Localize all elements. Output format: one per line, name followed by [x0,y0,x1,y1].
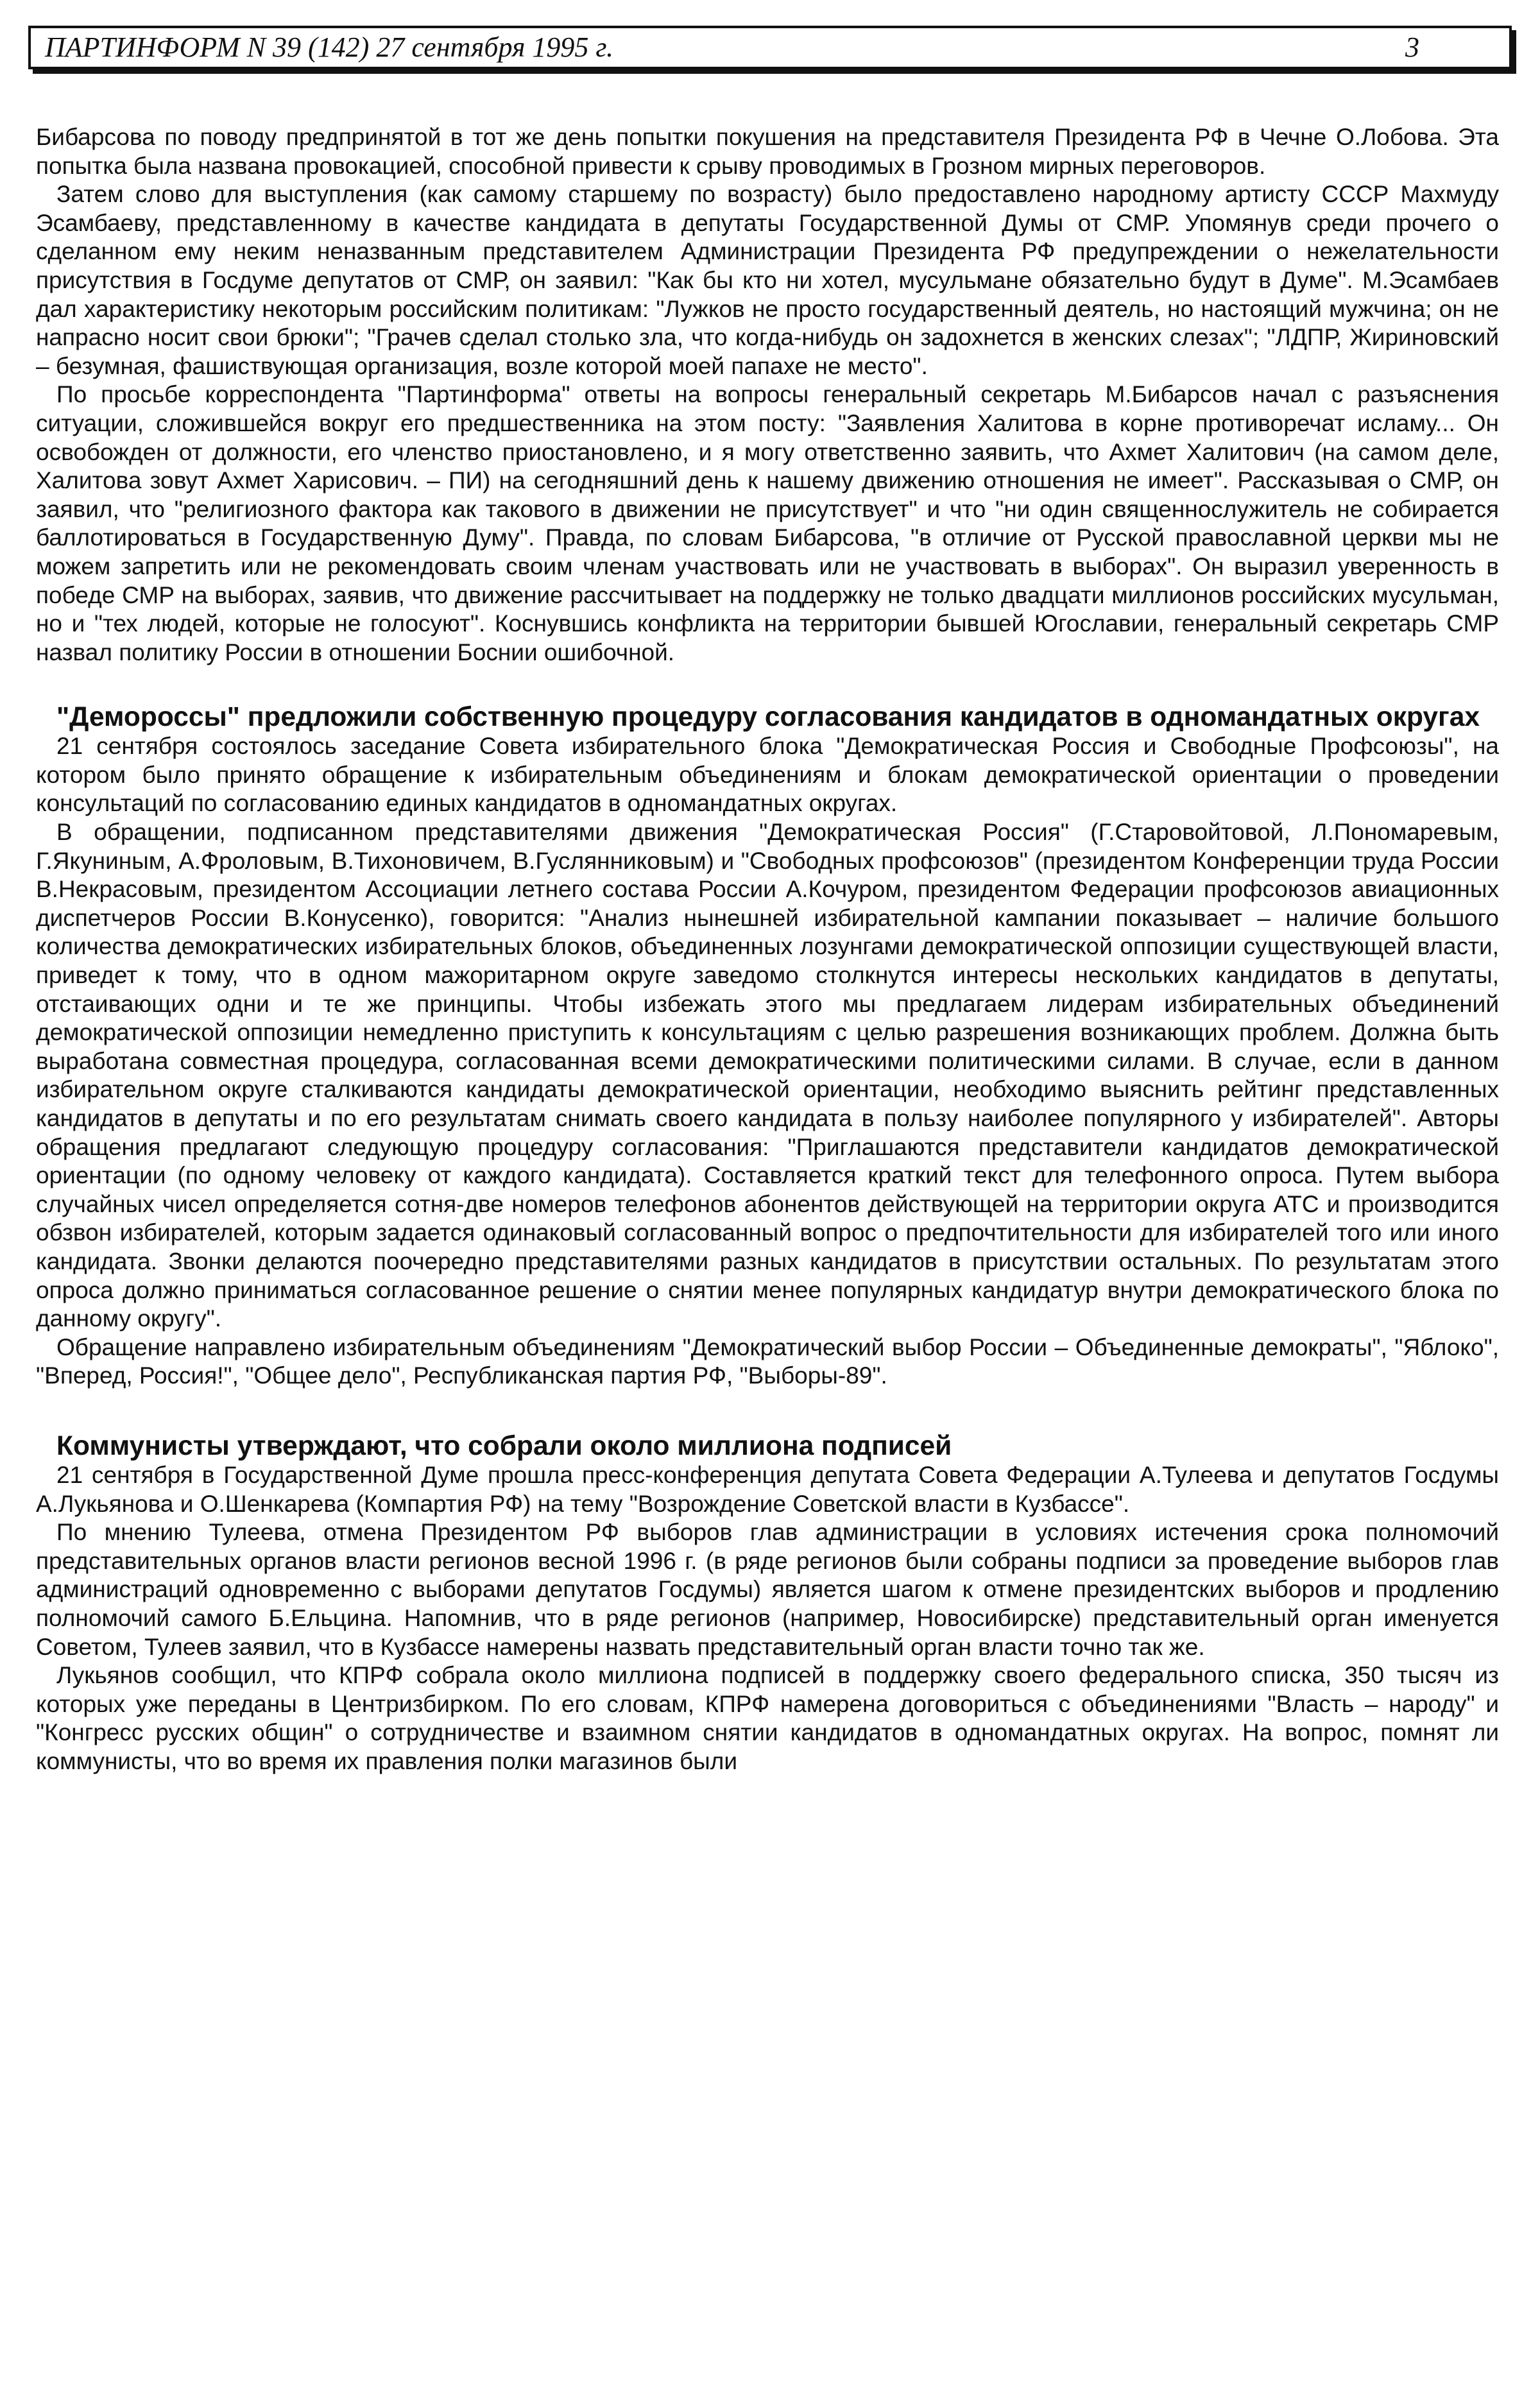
paragraph: 21 сентября состоялось заседание Совета избирательного блока "Демократическая Россия и Свободные Профсоюзы", на котором было принято обращение к избирательным объединениям и блокам демократической ориентации о проведении консультаций по согласованию единых кандидатов в одномандатных округах. [36,733,1499,817]
paragraph: Обращение направлено избирательным объединениям "Демократический выбор России – Объединенные демократы", "Яблоко", "Вперед, Россия!", "Общее дело", Республиканская партия РФ, "Выборы-89". [36,1333,1499,1389]
paragraph: По мнению Тулеева, отмена Президентом РФ выборов глав администрации в условиях истечения срока полномочий представительных органов власти регионов весной 1996 г. (в ряде регионов были собраны подписи за проведение выборов глав администраций одновременно с выборами депутатов Госдумы) является шагом к отмене президентских выборов и продлению полномочий самого Б.Ельцина. Напомнив, что в ряде регионов (например, Новосибирске) представительный орган именуется Советом, Тулеев заявил, что в Кузбассе намерены назвать представительный орган власти точно так же. [36,1519,1499,1660]
article-body [36,123,1499,1776]
paragraph: Затем слово для выступления (как самому старшему по возрасту) было предоставлено народному артисту СССР Махмуду Эсамбаеву, представленному в качестве кандидата в депутаты Государственной Думы от СМР. Упомянув среди прочего о сделанном ему неким неназванным представителем Администрации Президента РФ предупреждении о нежелательности присутствия в Госдуме депутатов от СМР, он заявил: "Как бы кто ни хотел, мусульмане обязательно будут в Думе". М.Эсамбаев дал характеристику некоторым российским политикам: "Лужков не просто государственный деятель, но настоящий мужчина; он не напрасно носит свои брюки"; "Грачев сделал столько зла, что когда-нибудь он задохнется в женских слезах"; "ЛДПР, Жириновский – безумная, фашиствующая организация, возле которой моей папахе не место". [36,181,1499,379]
paragraph: В обращении, подписанном представителями движения "Демократическая Россия" (Г.Старовойтовой, Л.Пономаревым, Г.Якуниным, А.Фроловым, В.Тихоновичем, В.Гуслянниковым) и "Свободных профсоюзов" (президентом Конференции труда России В.Некрасовым, президентом Ассоциации летнего состава России А.Кочуром, президентом Федерации профсоюзов авиационных диспетчеров России В.Конусенко), говорится: "Анализ нынешней избирательной кампании показывает – наличие большого количества демократических избирательных блоков, объединенных лозунгами демократической оппозиции существующей власти, приведет к тому, что в одном мажоритарном округе заведомо столкнутся интересы нескольких кандидатов в депутаты, отстаивающих одни и те же принципы. Чтобы избежать этого мы предлагаем лидерам избирательных объединений демократической оппозиции немедленно приступить к консультациям с целью разрешения возникающих проблем. Должна быть выработана совместная процедура, согласованная всеми демократическими политическими силами. В случае, если в данном избирательном округе сталкиваются кандидаты демократической ориентации, необходимо выяснить рейтинг представленных кандидатов в депутаты и по его результатам снимать своего кандидата в пользу наиболее популярного у избирателей". Авторы обращения предлагают следующую процедуру согласования: "Приглашаются представители кандидатов демократической ориентации (по одному человеку от каждого кандидата). Составляется краткий текст для телефонного опроса. Путем выбора случайных чисел определяется сотня-две номеров телефонов абонентов действующей на территории округа АТС и производится обзвон избирателей, которым задается одинаковый согласованный вопрос о предпочтительности для избирателей того или иного кандидата. Звонки делаются поочередно представителями разных кандидатов в присутствии остальных. По результатам этого опроса должно приниматься согласованное решение о снятии менее популярных кандидатур внутри демократического блока по данному округу". [36,819,1499,1332]
page-number: 3 [1405,31,1419,63]
publication-title: ПАРТИНФОРМ N 39 (142) 27 сентября 1995 г. [45,31,613,63]
section-heading: Коммунисты утверждают, что собрали около миллиона подписей [56,1430,952,1461]
section-heading: "Демороссы" предложили собственную процедуру согласования кандидатов в одномандатных округах [56,702,1480,733]
paragraph: 21 сентября в Государственной Думе прошла пресс-конференция депутата Совета Федерации А.Тулеева и депутатов Госдумы А.Лукьянова и О.Шенкарева (Компартия РФ) на тему "Возрождение Советской власти в Кузбассе". [36,1461,1499,1517]
paragraph: По просьбе корреспондента "Партинформа" ответы на вопросы генеральный секретарь М.Бибарсов начал с разъяснения ситуации, сложившейся вокруг его предшественника на этом посту: "Заявления Халитова в корне противоречат исламу... Он освобожден от должности, его членство приостановлено, и я могу ответственно заявить, что Ахмет Халитович (на самом деле, Халитова зовут Ахмет Харисович. – ПИ) на сегодняшний день к нашему движению отношения не имеет". Рассказывая о СМР, он заявил, что "религиозного фактора как такового в движении не присутствует" и что "ни один священнослужитель не собирается баллотироваться в Государственную Думу". Правда, по словам Бибарсова, "в отличие от Русской православной церкви мы не можем запретить или не рекомендовать своим членам участвовать или не участвовать в выборах". Он выразил уверенность в победе СМР на выборах, заявив, что движение рассчитывает на поддержку не только двадцати миллионов российских мусульман, но и "тех людей, которые не голосуют". Коснувшись конфликта на территории бывшей Югославии, генеральный секретарь СМР назвал политику России в отношении Боснии ошибочной. [36,381,1499,665]
page-header [28,26,1512,69]
paragraph: Бибарсова по поводу предпринятой в тот же день попытки покушения на представителя Президента РФ в Чечне О.Лобова. Эта попытка была названа провокацией, способной привести к срыву проводимых в Грозном мирных переговоров. [36,124,1499,179]
paragraph: Лукьянов сообщил, что КПРФ собрала около миллиона подписей в поддержку своего федерального списка, 350 тысяч из которых уже переданы в Центризбирком. По его словам, КПРФ намерена договориться с объединениями "Власть – народу" и "Конгресс русских общин" о сотрудничестве и взаимном снятии кандидатов в одномандатных округах. На вопрос, помнят ли коммунисты, что во время их правления полки магазинов были [36,1662,1499,1774]
